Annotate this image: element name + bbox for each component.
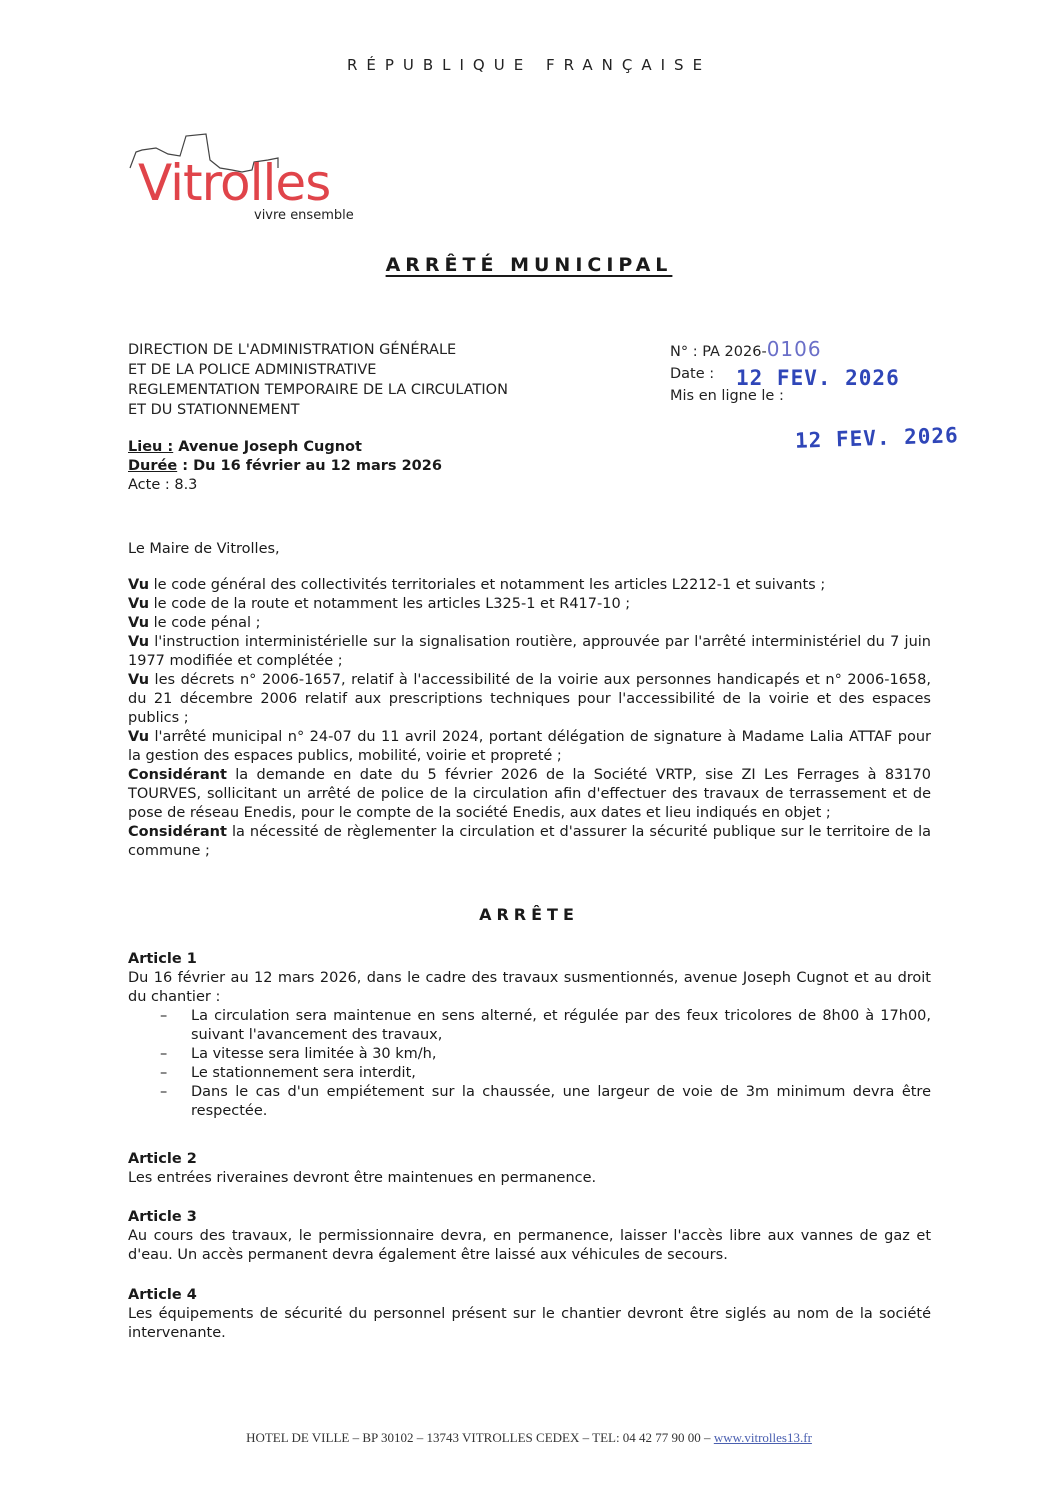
visa-item: Vu les décrets n° 2006-1657, relatif à l'accessibilité de la voirie aux personnes handicapés et n° 2006-1658, du 21 décembre 2006 relatif aux prescriptions techniques pour l'accessibilité de la voirie et des espaces publics ; xyxy=(128,672,931,726)
vitrolles-logo xyxy=(128,128,388,228)
logo-tagline: vivre ensemble xyxy=(254,208,354,223)
article-item: – La vitesse sera limitée à 30 km/h, xyxy=(128,1045,931,1064)
article-item: – Le stationnement sera interdit, xyxy=(128,1064,931,1083)
article-title: Article 3 xyxy=(128,1209,197,1225)
footer xyxy=(0,1430,1058,1446)
online-date-stamp: 12 FEV. 2026 xyxy=(794,423,960,453)
acte-line: Acte : 8.3 xyxy=(128,477,198,493)
handwritten-number: 0106 xyxy=(766,337,822,361)
logo-wordmark: Vitrolles xyxy=(138,154,331,212)
article-text: Les entrées riveraines devront être maintenues en permanence. xyxy=(128,1170,597,1186)
direction-block xyxy=(128,340,508,420)
visa-item: Vu le code pénal ; xyxy=(128,615,261,631)
visa-item: Vu le code de la route et notamment les articles L325-1 et R417-10 ; xyxy=(128,596,631,612)
duree-line: Durée : Du 16 février au 12 mars 2026 xyxy=(128,458,442,474)
article-1 xyxy=(128,950,931,1121)
article-text: Les équipements de sécurité du personnel présent sur le chantier devront être siglés au nom de la société intervenante. xyxy=(128,1306,931,1341)
visa-item: Vu l'arrêté municipal n° 24-07 du 11 avril 2024, portant délégation de signature à Madame Lalia ATTAF pour la gestion des espaces publics, mobilité, voirie et propreté ; xyxy=(128,729,931,764)
article-3 xyxy=(128,1208,931,1265)
arrete-heading: ARRÊTE xyxy=(479,905,579,924)
website-link[interactable]: www.vitrolles13.fr xyxy=(713,1430,812,1445)
visa-item: Considérant la nécessité de règlementer la circulation et d'assurer la sécurité publique sur le territoire de la commune ; xyxy=(128,824,931,859)
direction-line: DIRECTION DE L'ADMINISTRATION GÉNÉRALE xyxy=(128,342,457,358)
lieu-line: Lieu : Avenue Joseph Cugnot xyxy=(128,439,362,455)
direction-line: ET DU STATIONNEMENT xyxy=(128,402,300,418)
direction-line: ET DE LA POLICE ADMINISTRATIVE xyxy=(128,362,377,378)
article-2 xyxy=(128,1150,931,1188)
visa-item: Considérant la demande en date du 5 février 2026 de la Société VRTP, sise ZI Les Ferrages à 83170 TOURVES, sollicitant un arrêté de police de la circulation afin d'effectuer des travaux de terrassement et de pose de réseau Enedis, pour le compte de la société Enedis, aux dates et lieu indiqués en objet ; xyxy=(128,767,931,821)
republique-francaise-header: RÉPUBLIQUE FRANÇAISE xyxy=(346,56,712,74)
article-4 xyxy=(128,1286,931,1343)
visa-item: Vu l'instruction interministérielle sur la signalisation routière, approuvée par l'arrêté interministériel du 7 juin 1977 modifiée et complétée ; xyxy=(128,634,931,669)
intro-text: Le Maire de Vitrolles, xyxy=(128,541,280,557)
footer-address: HOTEL DE VILLE – BP 30102 – 13743 VITROLLES CEDEX – TEL: 04 42 77 90 00 – xyxy=(246,1430,714,1445)
meta-block xyxy=(128,438,442,495)
visa-item: Vu le code général des collectivités territoriales et notamment les articles L2212-1 et suivants ; xyxy=(128,577,826,593)
direction-line: REGLEMENTATION TEMPORAIRE DE LA CIRCULATION xyxy=(128,382,508,398)
article-title: Article 2 xyxy=(128,1151,197,1167)
article-items xyxy=(128,1007,931,1121)
document-title: ARRÊTÉ MUNICIPAL xyxy=(385,254,673,276)
article-text: Du 16 février au 12 mars 2026, dans le cadre des travaux susmentionnés, avenue Joseph Cugnot et au droit du chantier : xyxy=(128,970,931,1005)
article-title: Article 4 xyxy=(128,1287,197,1303)
date-stamp: 12 FEV. 2026 xyxy=(736,366,900,390)
arrete-number: N° : PA 2026-0106 xyxy=(670,337,822,361)
article-text: Au cours des travaux, le permissionnaire devra, en permanence, laisser l'accès libre aux vannes de gaz et d'eau. Un accès permanent devra également être laissé aux véhicules de secours. xyxy=(128,1228,931,1263)
article-item: – La circulation sera maintenue en sens alterné, et régulée par des feux tricolores de 8h00 à 17h00, suivant l'avancement des travaux, xyxy=(128,1007,931,1045)
online-label: Mis en ligne le : xyxy=(670,388,784,404)
article-item: – Dans le cas d'un empiétement sur la chaussée, une largeur de voie de 3m minimum devra être respectée. xyxy=(128,1083,931,1121)
visas-list xyxy=(128,576,931,861)
date-label: Date : xyxy=(670,366,715,382)
article-title: Article 1 xyxy=(128,951,197,967)
